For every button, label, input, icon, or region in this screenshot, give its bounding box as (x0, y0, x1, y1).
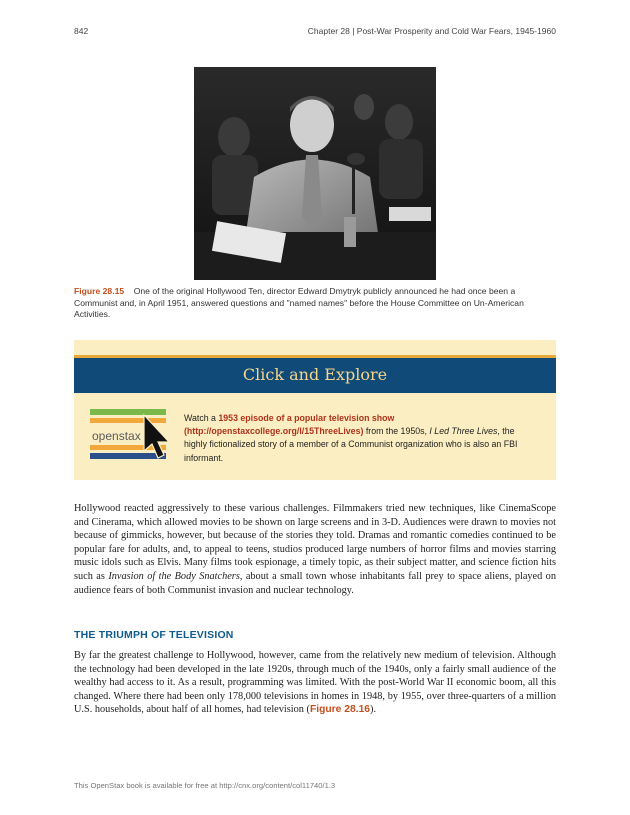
click-and-explore-box (74, 340, 556, 480)
show-title: I Led Three Lives (429, 426, 498, 437)
figure-label: Figure 28.15 (74, 286, 125, 296)
episode-link[interactable]: 1953 episode of a popular television show (http://openstaxcollege.org/l/15ThreeLives) (184, 413, 395, 437)
paragraph-hollywood-a: Hollywood reacted aggressively to these various challenges. Filmmakers tried new techniques, like CinemaScope and Cinerama, which allowed movies to be shown on large screens and in 3-D. Audiences were drawn to movies not because of gimmicks, however, but because of the stories they told. Dramas and romantic comedies continued to be popular fare for adults, and, to appeal to teens, studios produced large numbers of horror films and movies starring music idols such as Elvis. Many films took espionage, a timely topic, as their subject matter, and science fiction hits such as (74, 503, 556, 582)
explore-text-mid: from the 1950s, (363, 426, 430, 437)
paragraph-television-a: By far the greatest challenge to Hollywood, however, came from the relatively new medium of television. Although the technology had been developed in the late 1920s, through much of the 1940s, only a fairly small audience of the wealthy had access to it. As a result, programming was limited. With the post-World War II economic boom, all this changed. Where there had been only 178,000 televisions in homes in 1948, by 1955, over three-quarters of a million U.S. households, about half of all homes, had television ( (74, 650, 556, 716)
figure-caption-text: One of the original Hollywood Ten, director Edward Dmytryk publicly announced he had once been a Communist and, in April 1951, answered questions and "named names" before the House Committee on Un-American Activities. (74, 286, 524, 320)
page-footer: This OpenStax book is available for free at http://cnx.org/content/col11740/1.3 (74, 781, 336, 790)
explore-text-end: , the highly fictionalized story of a member of a Communist organization who is also an FBI informant. (184, 426, 518, 463)
figure-photo (194, 67, 436, 280)
openstax-logo-icon (88, 407, 180, 463)
paragraph-hollywood-b: , about a small town whose inhabitants fall prey to space aliens, played on audience fears of both Communist invasion and nuclear technology. (74, 570, 556, 596)
paragraph-television (74, 649, 556, 717)
click-and-explore-text (184, 412, 539, 465)
paragraph-television-b: ). (370, 704, 377, 716)
click-and-explore-title: Click and Explore (74, 355, 556, 393)
film-title: Invasion of the Body Snatchers (108, 570, 240, 582)
paragraph-hollywood (74, 502, 556, 597)
chapter-header: Chapter 28 | Post-War Prosperity and Cold War Fears, 1945-1960 (307, 26, 556, 36)
svg-text:openstax: openstax (92, 429, 141, 443)
page-number: 842 (74, 26, 89, 36)
section-heading: THE TRIUMPH OF TELEVISION (74, 629, 234, 641)
explore-text-start: Watch a (184, 413, 219, 423)
figure-reference-link[interactable]: Figure 28.16 (309, 704, 371, 716)
figure-caption (74, 286, 556, 321)
